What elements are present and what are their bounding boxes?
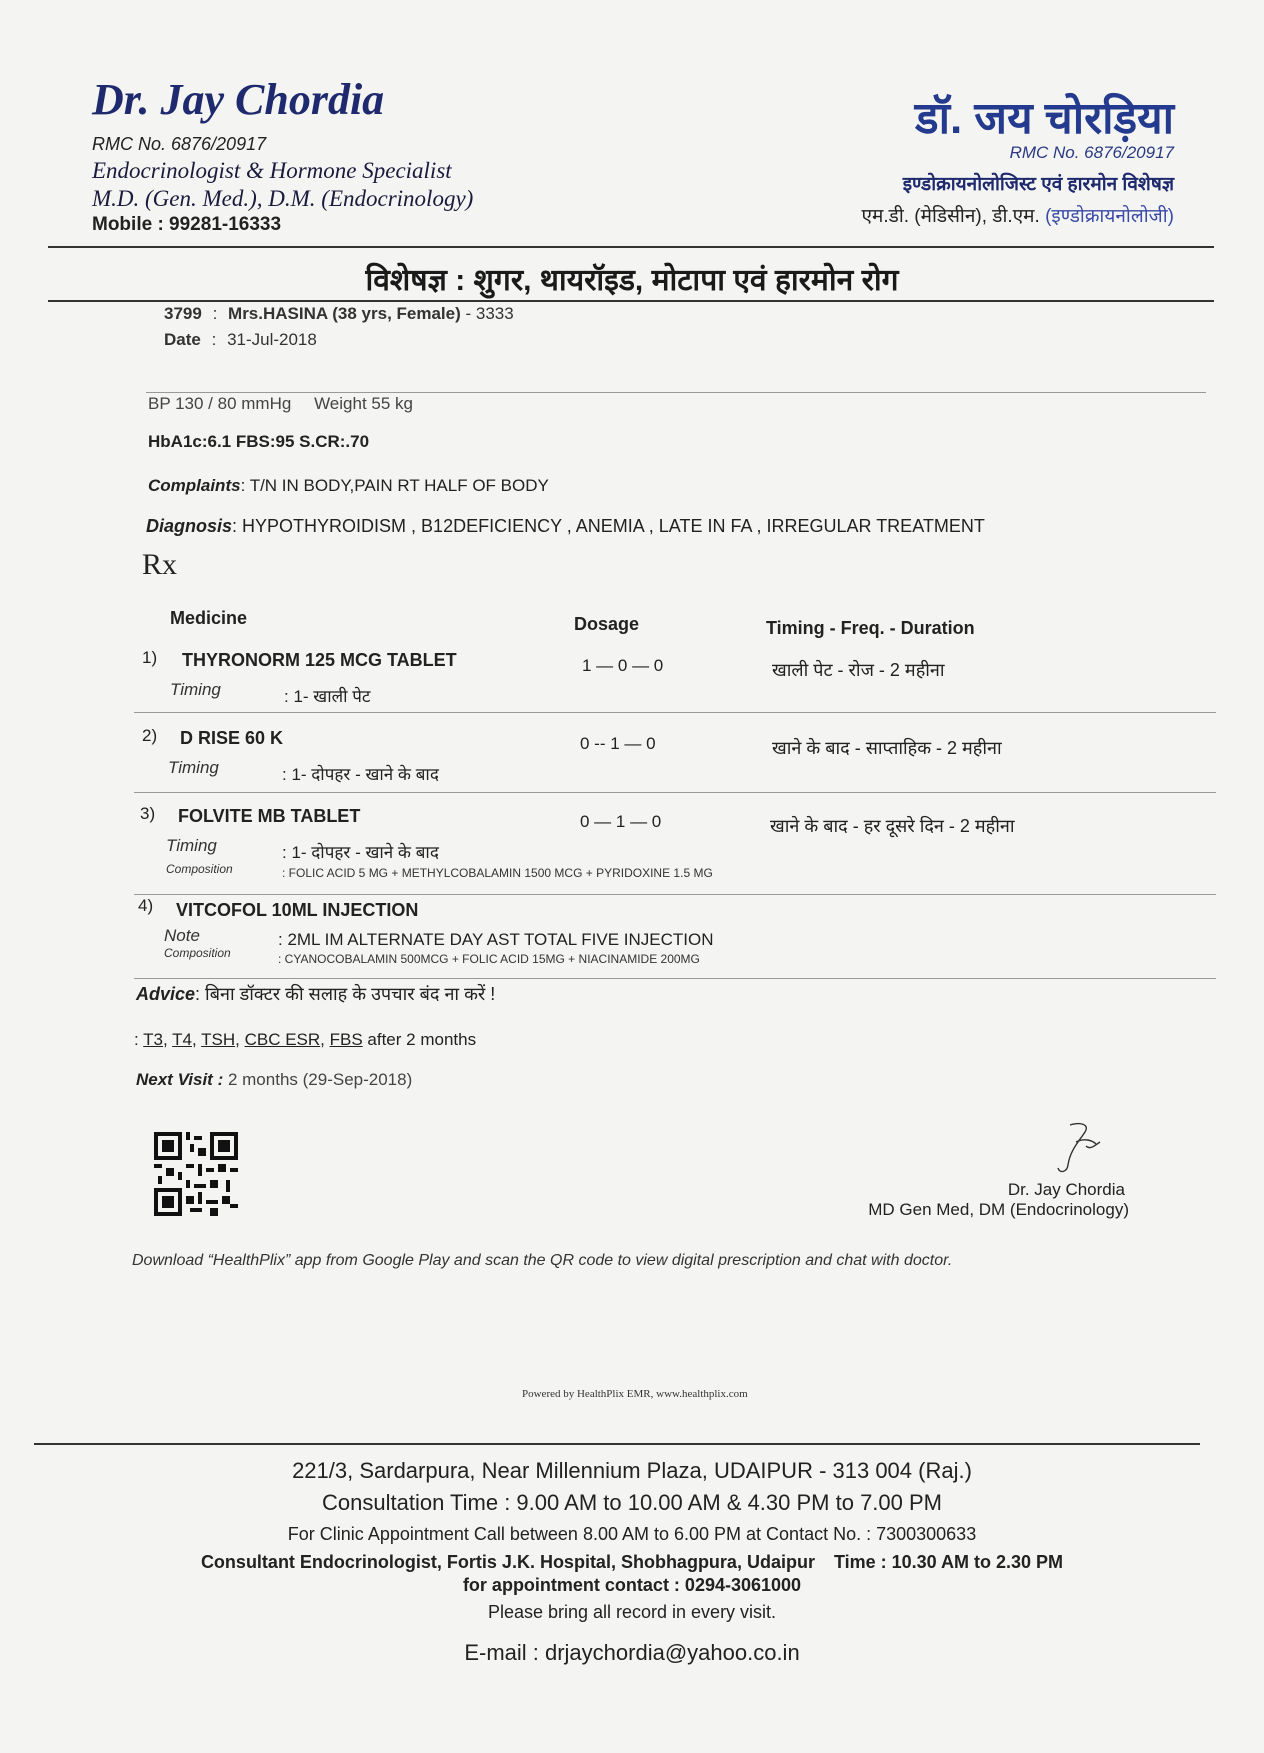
med-4-composition: : CYANOCOBALAMIN 500MCG + FOLIC ACID 15MG + NIACINAMIDE 200MG (278, 952, 700, 966)
advice-text: : बिना डॉक्टर की सलाह के उपचार बंद ना करें ! (195, 984, 496, 1004)
doctor-name-en: Dr. Jay Chordia (92, 75, 385, 124)
complaints-text: : T/N IN BODY,PAIN RT HALF OF BODY (240, 476, 549, 495)
degree-hi (862, 202, 1174, 228)
med-3-timing: : 1- दोपहर - खाने के बाद (282, 843, 439, 862)
med-1-timing-label: Timing (170, 680, 221, 699)
rmc-number-en: RMC No. 6876/20917 (92, 134, 267, 154)
fortis-time: Time : 10.30 AM to 2.30 PM (833, 1552, 1064, 1572)
med-4-divider (134, 978, 1216, 979)
test-tsh[interactable]: TSH (201, 1030, 236, 1049)
specialty-en: Endocrinologist & Hormone Specialist (92, 158, 452, 183)
patient-id: 3799 (164, 304, 202, 323)
med-1-number: 1) (142, 648, 158, 667)
med-3-divider (134, 894, 1216, 895)
degree-hi-b: (इण्डोक्रायनोलोजी) (1045, 206, 1174, 227)
footer-divider (34, 1443, 1200, 1445)
med-1-timing: : 1- खाली पेट (284, 687, 371, 706)
next-visit-text: 2 months (29-Sep-2018) (227, 1070, 413, 1089)
med-3-composition-label: Composition (166, 862, 233, 876)
med-3-timing-label: Timing (166, 836, 217, 855)
advice-line (136, 982, 495, 1006)
fortis-hospital: Consultant Endocrinologist, Fortis J.K. Hospital, Shobhagpura, Udaipur (200, 1552, 815, 1572)
med-2-number: 2) (142, 726, 158, 745)
advice-label: Advice (136, 984, 196, 1004)
med-1-divider (134, 712, 1216, 713)
powered-by: Powered by HealthPlix EMR, www.healthplix.com (522, 1388, 748, 1400)
band-divider (48, 300, 1214, 302)
doctor-name-hi: डॉ. जय चोरड़िया (915, 94, 1174, 143)
signature-name: Dr. Jay Chordia (1007, 1180, 1125, 1199)
rx-symbol: Rx (142, 548, 178, 581)
med-2-name: D RISE 60 K (180, 728, 284, 748)
specialty-band: विशेषज्ञ : शुगर, थायरॉइड, मोटापा एवं हारमोन रोग (365, 264, 899, 297)
visit-date: 31-Jul-2018 (227, 330, 317, 349)
vitals-line (148, 394, 413, 414)
med-3-dosage: 0 — 1 — 0 (580, 812, 662, 831)
diagnosis-text: : HYPOTHYROIDISM , B12DEFICIENCY , ANEMIA , LATE IN FA , IRREGULAR TREATMENT (232, 516, 985, 536)
med-3-number: 3) (140, 804, 156, 823)
med-3-name: FOLVITE MB TABLET (178, 806, 361, 826)
header-divider (48, 246, 1214, 248)
med-1-name: THYRONORM 125 MCG TABLET (182, 650, 457, 670)
next-visit-label: Next Visit : (136, 1070, 224, 1089)
footer-fortis (0, 1552, 1264, 1573)
qr-code-icon[interactable] (154, 1132, 238, 1216)
med-2-schedule: खाने के बाद - साप्ताहिक - 2 महीना (772, 738, 1002, 758)
med-1-dosage: 1 — 0 — 0 (582, 656, 664, 675)
footer-records: Please bring all record in every visit. (487, 1602, 777, 1622)
header-medicine: Medicine (170, 608, 248, 628)
footer-appointment: For Clinic Appointment Call between 8.00 AM to 6.00 PM at Contact No. : 7300300633 (287, 1524, 977, 1544)
med-4-composition-label: Composition (164, 946, 231, 960)
header-dosage: Dosage (574, 614, 640, 634)
signature-icon (1040, 1120, 1110, 1180)
med-3-composition: : FOLIC ACID 5 MG + METHYLCOBALAMIN 1500 MCG + PYRIDOXINE 1.5 MG (282, 866, 713, 880)
next-visit-line (136, 1070, 412, 1090)
footer-email[interactable]: E-mail : drjaychordia@yahoo.co.in (464, 1640, 800, 1665)
med-2-timing: : 1- दोपहर - खाने के बाद (282, 765, 439, 784)
tests-suffix: after 2 months (367, 1030, 477, 1049)
med-2-dosage: 0 -- 1 — 0 (580, 734, 656, 753)
complaints-label: Complaints (148, 476, 241, 495)
signature-degree: MD Gen Med, DM (Endocrinology) (868, 1200, 1129, 1219)
app-note: Download “HealthPlix” app from Google Play and scan the QR code to view digital prescription and chat with doctor. (132, 1252, 953, 1269)
tests-line: : T3, T4, TSH, CBC ESR, FBS after 2 months (134, 1030, 477, 1049)
test-cbc-esr[interactable]: CBC ESR (244, 1030, 321, 1049)
footer-consultation: Consultation Time : 9.00 AM to 10.00 AM & 4.30 PM to 7.00 PM (322, 1490, 942, 1515)
med-4-note: : 2ML IM ALTERNATE DAY AST TOTAL FIVE INJECTION (278, 930, 714, 949)
bp-value: BP 130 / 80 mmHg (148, 394, 292, 413)
med-4-number: 4) (138, 896, 154, 915)
patient-suffix: - 3333 (465, 304, 514, 323)
diagnosis-label: Diagnosis (146, 516, 233, 536)
header-timing: Timing - Freq. - Duration (766, 618, 975, 638)
footer-fortis-contact: for appointment contact : 0294-3061000 (462, 1575, 802, 1595)
degree-en: M.D. (Gen. Med.), D.M. (Endocrinology) (92, 186, 474, 211)
weight-value: Weight 55 kg (314, 394, 413, 413)
med-4-note-label: Note (164, 926, 200, 945)
med-4-name: VITCOFOL 10ML INJECTION (176, 900, 419, 920)
patient-name: Mrs.HASINA (38 yrs, Female) (228, 304, 461, 323)
patient-divider (146, 392, 1206, 393)
footer-address: 221/3, Sardarpura, Near Millennium Plaza, UDAIPUR - 313 004 (Raj.) (292, 1458, 972, 1483)
specialty-hi: इण्डोक्रायनोलोजिस्ट एवं हारमोन विशेषज्ञ (902, 174, 1174, 195)
complaints-line (148, 476, 549, 496)
test-fbs[interactable]: FBS (329, 1030, 363, 1049)
test-t3[interactable]: T3 (143, 1030, 163, 1049)
mobile-number: Mobile : 99281-16333 (92, 214, 282, 235)
tests-prefix: : (134, 1030, 139, 1049)
degree-hi-a: एम.डी. (मेडिसीन), डी.एम. (861, 206, 1040, 227)
med-2-divider (134, 792, 1216, 793)
med-2-timing-label: Timing (168, 758, 219, 777)
date-label: Date (164, 330, 201, 349)
date-line: Date : 31-Jul-2018 (164, 330, 317, 349)
diagnosis-line (146, 516, 985, 537)
rmc-number-hi: RMC No. 6876/20917 (1009, 143, 1174, 162)
med-1-schedule: खाली पेट - रोज - 2 महीना (772, 660, 945, 680)
patient-line: 3799 : Mrs.HASINA (38 yrs, Female) - 3333 (164, 304, 514, 323)
lab-values: HbA1c:6.1 FBS:95 S.CR:.70 (148, 432, 370, 451)
med-3-schedule: खाने के बाद - हर दूसरे दिन - 2 महीना (770, 816, 1015, 836)
test-t4[interactable]: T4 (172, 1030, 192, 1049)
